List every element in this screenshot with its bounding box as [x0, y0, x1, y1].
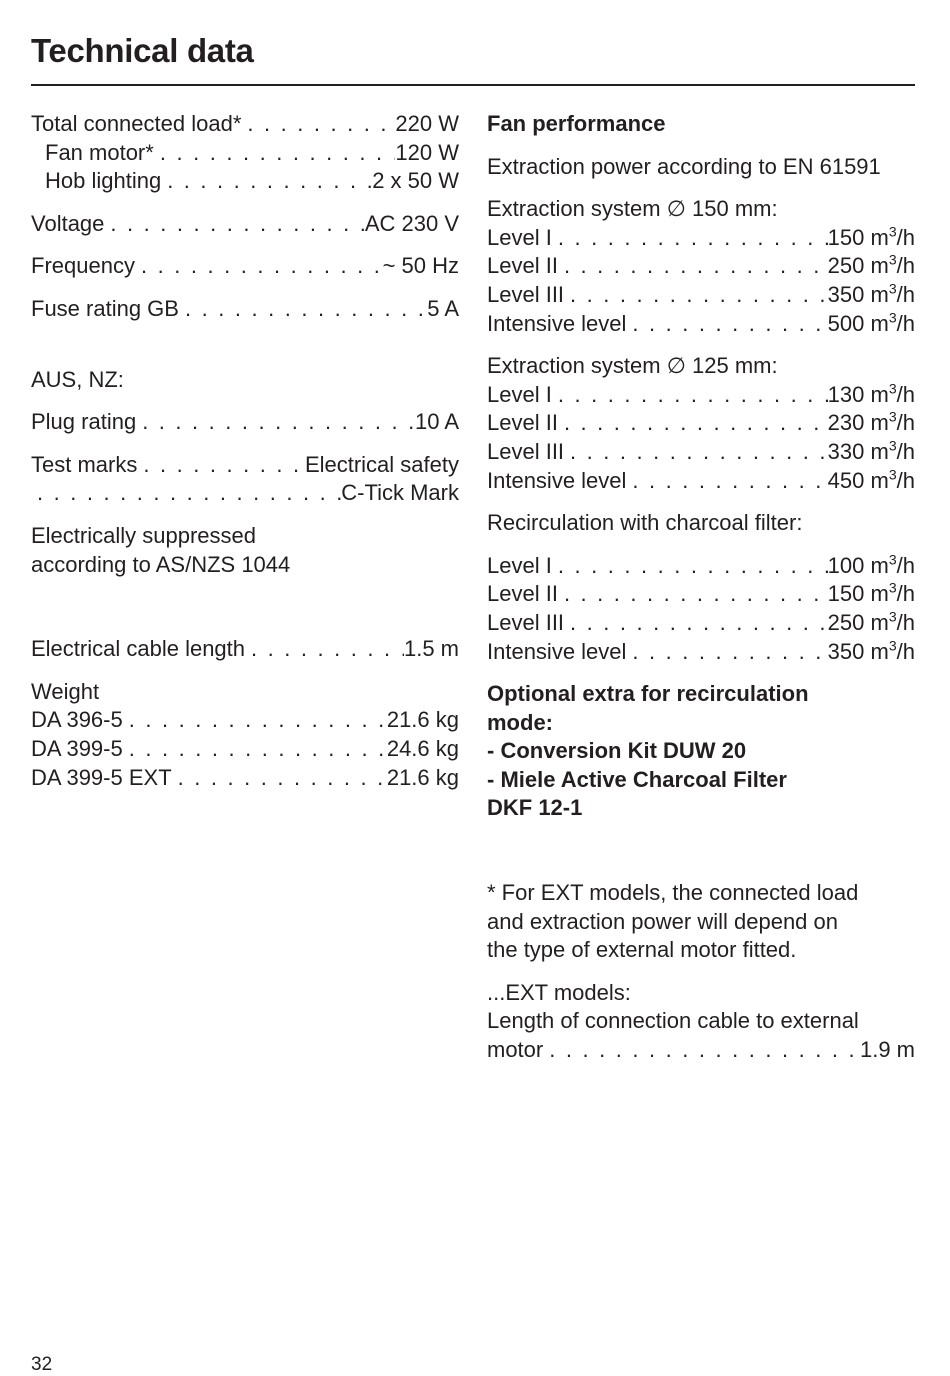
weight-row: DA 399-5 EXT . . . 21.6 kg	[31, 764, 459, 793]
recirculation-heading: Recirculation with charcoal filter:	[487, 510, 803, 536]
plug-rating-row: Plug rating . . . 10 A	[31, 408, 459, 437]
leader-dots	[123, 735, 387, 764]
extraction-150-level-row: Level II . . . 250 $m^3/h$	[487, 252, 915, 281]
recirculation-level-row: Intensive level . . . 350 $m^3/h$	[487, 638, 915, 667]
diameter-icon: ∅	[666, 196, 686, 222]
leader-dots	[552, 224, 828, 253]
footnote-line: * For EXT models, the connected load	[487, 880, 859, 906]
leader-dots	[161, 167, 372, 196]
leader-dots	[154, 139, 396, 168]
leader-dots	[245, 635, 404, 664]
fan-performance-column	[487, 110, 915, 1065]
title-divider	[31, 84, 915, 86]
fan-performance-heading: Fan performance	[487, 111, 666, 136]
leader-dots	[241, 110, 395, 139]
recirculation-level-row: Level II . . . 150 $m^3/h$	[487, 580, 915, 609]
page-number: 32	[31, 1354, 53, 1375]
leader-dots	[172, 764, 387, 793]
c-tick-row: . . . C-Tick Mark	[31, 479, 459, 508]
leader-dots	[552, 552, 828, 581]
extraction-150-heading: Extraction system ∅ 150 mm:	[487, 195, 915, 224]
ext-motor-row: motor . . . 1.9 m	[487, 1036, 915, 1065]
leader-dots	[104, 210, 364, 239]
hob-lighting-row: Hob lighting . . . 2 x 50 W	[31, 167, 459, 196]
leader-dots	[543, 1036, 860, 1065]
optional-extra-line: - Conversion Kit DUW 20	[487, 738, 747, 764]
leader-dots	[135, 252, 383, 281]
frequency-row: Frequency . . . ~ 50 Hz	[31, 252, 459, 281]
leader-dots	[626, 638, 827, 667]
leader-dots	[137, 451, 305, 480]
aus-nz-heading: AUS, NZ:	[31, 366, 124, 392]
leader-dots	[552, 381, 828, 410]
footnote-line: the type of external motor fitted.	[487, 937, 797, 963]
fuse-rating-row: Fuse rating GB . . . 5 A	[31, 295, 459, 324]
leader-dots	[179, 295, 427, 324]
ext-models-heading: ...EXT models:	[487, 979, 631, 1005]
recirculation-level-row: Level I . . . 100 $m^3/h$	[487, 552, 915, 581]
leader-dots	[31, 479, 341, 508]
extraction-125-level-row: Level II . . . 230 $m^3/h$	[487, 409, 915, 438]
optional-extra-line: mode:	[487, 709, 553, 735]
weight-heading: Weight	[31, 678, 100, 704]
extraction-150-level-row: Intensive level . . . 500 $m^3/h$	[487, 310, 915, 339]
weight-row: DA 399-5 . . . 24.6 kg	[31, 735, 459, 764]
extraction-125-heading: Extraction system ∅ 125 mm:	[487, 352, 915, 381]
fan-motor-row: Fan motor* . . . 120 W	[31, 139, 459, 168]
suppression-line-1: Electrically suppressed	[31, 522, 256, 548]
optional-extra-line: DKF 12-1	[487, 795, 583, 821]
leader-dots	[626, 310, 827, 339]
voltage-row: Voltage . . . AC 230 V	[31, 210, 459, 239]
extraction-150-level-row: Level III . . . 350 $m^3/h$	[487, 281, 915, 310]
extraction-power-text: Extraction power according to EN 61591	[487, 153, 881, 179]
extraction-125-level-row: Level III . . . 330 $m^3/h$	[487, 438, 915, 467]
recirculation-level-row: Level III . . . 250 $m^3/h$	[487, 609, 915, 638]
leader-dots	[123, 706, 387, 735]
suppression-line-2: according to AS/NZS 1044	[31, 551, 291, 577]
leader-dots	[558, 580, 828, 609]
test-marks-row: Test marks . . . Electrical safety	[31, 451, 459, 480]
leader-dots	[564, 609, 828, 638]
electrical-data-column	[31, 110, 459, 792]
leader-dots	[558, 252, 828, 281]
leader-dots	[564, 281, 828, 310]
footnote-line: and extraction power will depend on	[487, 908, 839, 934]
extraction-125-level-row: Intensive level . . . 450 $m^3/h$	[487, 467, 915, 496]
page-title: Technical data	[31, 32, 254, 69]
extraction-125-level-row: Level I . . . 130 $m^3/h$	[487, 381, 915, 410]
leader-dots	[558, 409, 828, 438]
cable-length-row: Electrical cable length . . . 1.5 m	[31, 635, 459, 664]
leader-dots	[626, 467, 827, 496]
diameter-icon: ∅	[666, 353, 686, 379]
optional-extra-line: Optional extra for recirculation	[487, 681, 809, 707]
total-load-row: Total connected load* . . . 220 W	[31, 110, 459, 139]
optional-extra-line: - Miele Active Charcoal Filter	[487, 766, 787, 792]
ext-cable-text: Length of connection cable to external	[487, 1008, 859, 1034]
weight-row: DA 396-5 . . . 21.6 kg	[31, 706, 459, 735]
leader-dots	[136, 408, 415, 437]
leader-dots	[564, 438, 828, 467]
extraction-150-level-row: Level I . . . 150 $m^3/h$	[487, 224, 915, 253]
